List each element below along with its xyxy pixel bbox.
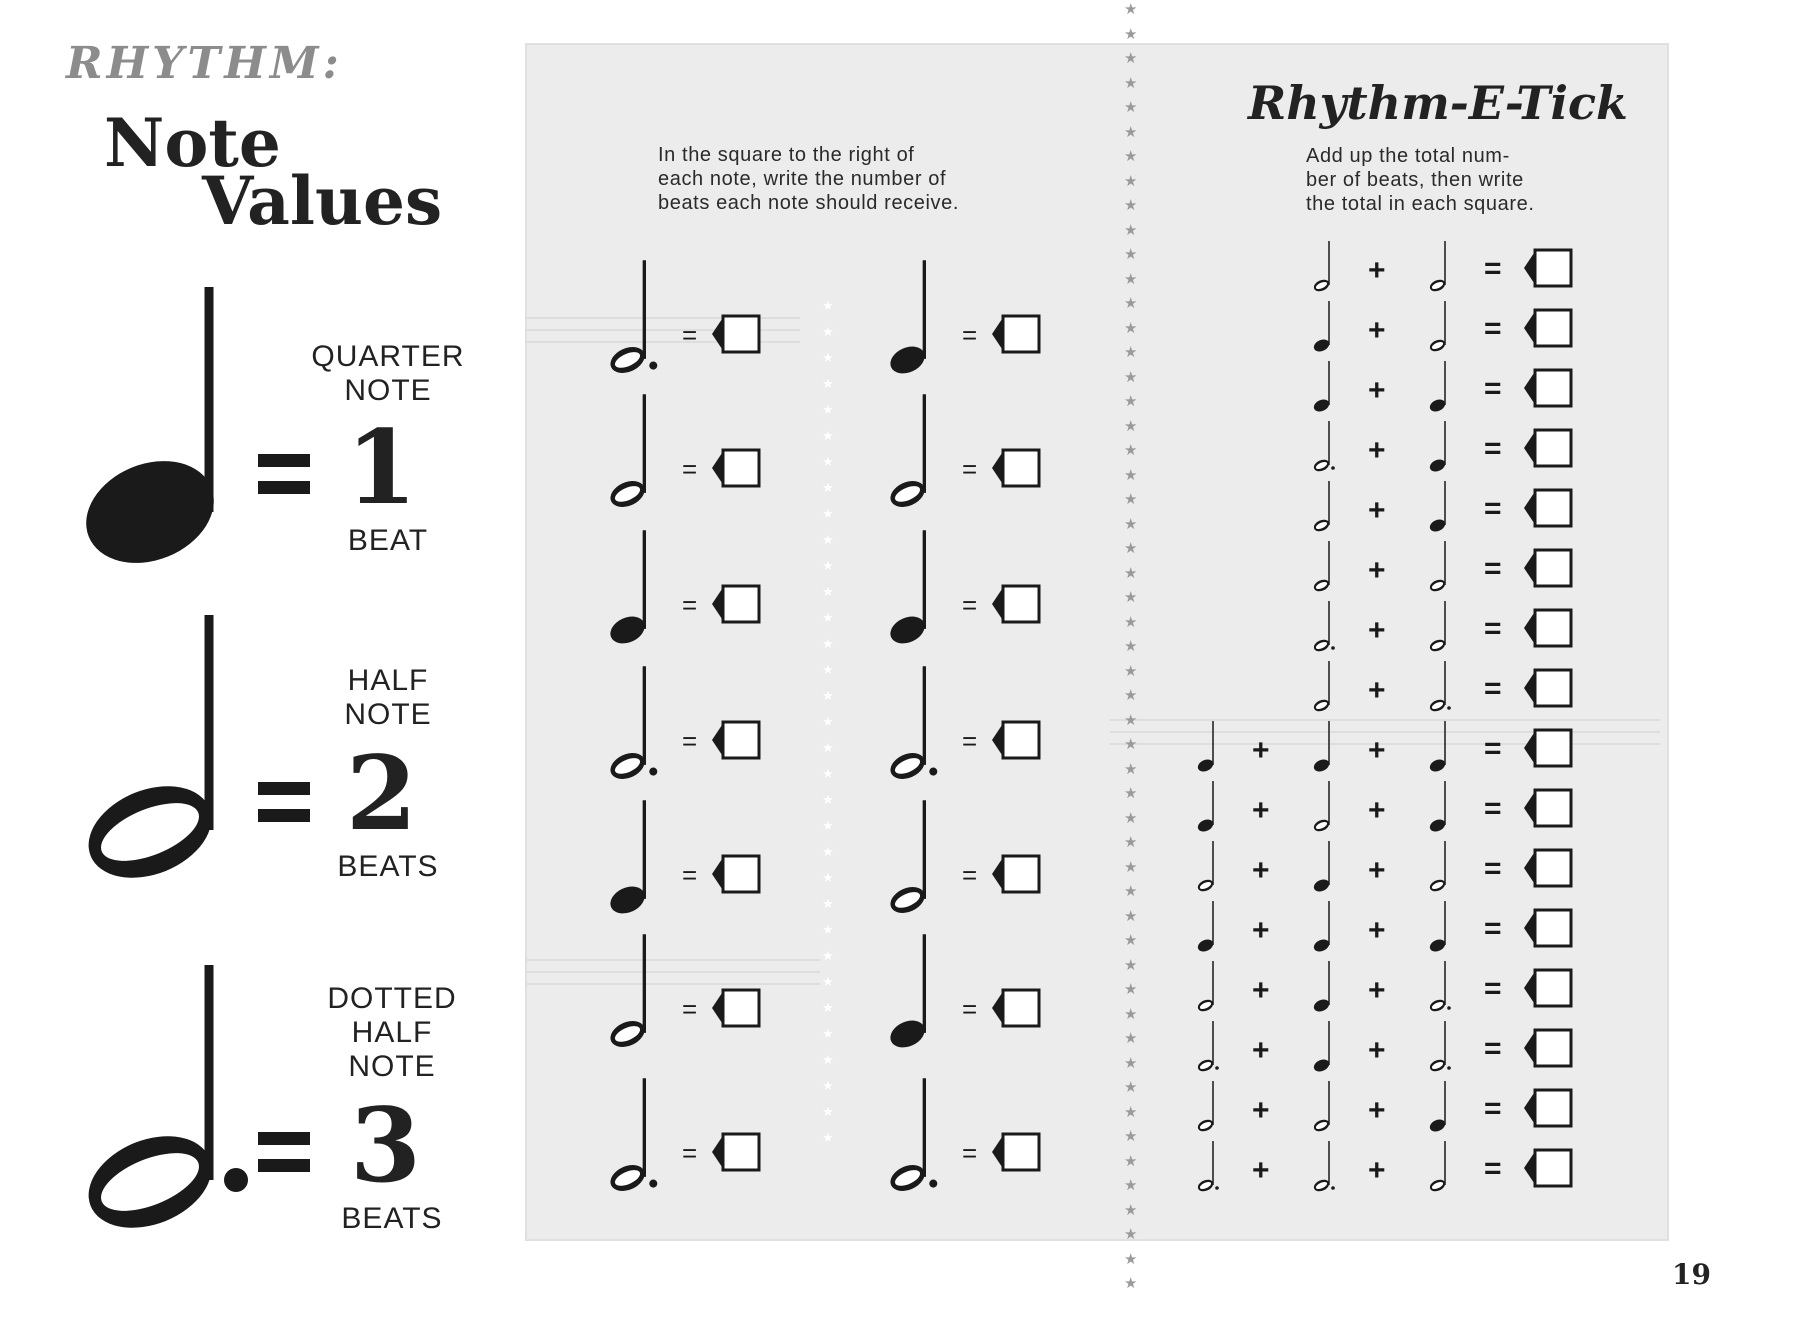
quarter-note-icon — [1428, 780, 1451, 834]
star-icon: ★ — [1124, 735, 1138, 753]
dotted-half-note-icon — [1196, 1140, 1219, 1194]
star-icon: ★ — [822, 507, 834, 522]
quarter-unit: BEAT — [347, 524, 429, 557]
equals-sign: = — [962, 860, 978, 890]
equals-sign: = — [1484, 612, 1502, 645]
exercise2-instruction-line3: the total in each square. — [1306, 193, 1535, 215]
plus-sign: + — [1368, 254, 1386, 287]
star-icon: ★ — [822, 1105, 834, 1120]
sum-answer-box[interactable] — [1522, 486, 1576, 530]
half-note-icon — [1196, 1080, 1219, 1134]
sum-answer-box[interactable] — [1522, 1026, 1576, 1070]
star-icon: ★ — [1124, 661, 1138, 680]
dotted-half-name-line1: DOTTED — [327, 982, 457, 1015]
star-icon: ★ — [1124, 392, 1138, 410]
plus-sign: + — [1252, 734, 1270, 767]
star-icon: ★ — [822, 819, 834, 834]
star-icon: ★ — [1124, 0, 1138, 18]
star-icon: ★ — [1124, 269, 1138, 288]
star-icon: ★ — [822, 949, 834, 964]
answer-box[interactable] — [710, 582, 764, 626]
plus-sign: + — [1368, 854, 1386, 887]
star-icon: ★ — [822, 559, 834, 574]
star-icon: ★ — [1124, 49, 1138, 67]
plus-sign: + — [1368, 974, 1386, 1007]
half-note-icon — [1196, 840, 1219, 894]
equals-sign: = — [682, 726, 698, 756]
legend-title-line1: Note — [104, 104, 281, 182]
quarter-note-icon — [886, 258, 938, 379]
star-icon: ★ — [822, 585, 834, 600]
answer-box[interactable] — [710, 1130, 764, 1174]
star-icon: ★ — [1124, 1225, 1138, 1243]
quarter-name-line1: QUARTER — [311, 340, 465, 373]
sum-answer-box[interactable] — [1522, 426, 1576, 470]
sum-answer-box[interactable] — [1522, 906, 1576, 950]
star-icon: ★ — [822, 845, 834, 860]
sum-answer-box[interactable] — [1522, 666, 1576, 710]
star-icon: ★ — [1124, 196, 1138, 214]
star-icon: ★ — [822, 871, 834, 886]
half-note-icon — [886, 798, 938, 919]
sum-answer-box[interactable] — [1522, 366, 1576, 410]
dotted-half-note-icon — [1312, 600, 1335, 654]
legend-title-line2: Values — [202, 162, 443, 240]
quarter-note-icon — [1312, 900, 1335, 954]
half-note-icon — [1428, 840, 1451, 894]
star-icon: ★ — [1124, 490, 1138, 508]
answer-box[interactable] — [710, 312, 764, 356]
star-icon: ★ — [822, 429, 834, 444]
dotted-half-note-icon — [606, 258, 658, 379]
equals-sign: = — [962, 1138, 978, 1168]
half-note-icon — [606, 932, 658, 1053]
plus-sign: + — [1368, 374, 1386, 407]
star-icon: ★ — [822, 1001, 834, 1016]
star-icon: ★ — [822, 975, 834, 990]
star-icon: ★ — [1124, 1249, 1138, 1268]
star-icon: ★ — [1124, 857, 1138, 876]
star-icon: ★ — [822, 1131, 834, 1146]
star-icon: ★ — [1124, 563, 1138, 582]
half-note-icon — [1312, 480, 1335, 534]
star-icon: ★ — [1124, 955, 1138, 974]
equals-sign: = — [962, 726, 978, 756]
quarter-note-icon — [1428, 480, 1451, 534]
answer-box[interactable] — [990, 852, 1044, 896]
star-icon: ★ — [1124, 1176, 1138, 1194]
sum-answer-box[interactable] — [1522, 546, 1576, 590]
equals-sign: = — [682, 1138, 698, 1168]
quarter-note-icon — [1196, 900, 1219, 954]
dotted-half-note-icon — [1428, 660, 1451, 714]
star-icon: ★ — [822, 377, 834, 392]
dotted-half-note-icon — [606, 664, 658, 785]
star-icon: ★ — [1124, 1274, 1138, 1292]
star-icon: ★ — [822, 1053, 834, 1068]
plus-sign: + — [1368, 914, 1386, 947]
quarter-note-icon — [1428, 900, 1451, 954]
star-icon: ★ — [1124, 759, 1138, 778]
dotted-half-note-icon — [886, 664, 938, 785]
star-icon: ★ — [1124, 73, 1138, 92]
equals-sign: = — [1484, 672, 1502, 705]
dotted-half-note-icon — [70, 960, 270, 1250]
star-icon: ★ — [822, 1079, 834, 1094]
half-note-icon — [1428, 600, 1451, 654]
half-note-icon — [70, 610, 230, 900]
quarter-note-icon — [1312, 720, 1335, 774]
star-icon: ★ — [1124, 1078, 1138, 1096]
star-icon: ★ — [822, 1027, 834, 1042]
quarter-note-icon — [1428, 360, 1451, 414]
dotted-half-note-icon — [1312, 1140, 1335, 1194]
star-icon: ★ — [1124, 343, 1138, 361]
sum-answer-box[interactable] — [1522, 306, 1576, 350]
plus-sign: + — [1368, 1154, 1386, 1187]
star-icon: ★ — [1124, 465, 1138, 484]
star-icon: ★ — [1124, 612, 1138, 631]
star-icon: ★ — [1124, 416, 1138, 435]
sum-answer-box[interactable] — [1522, 246, 1576, 290]
star-icon: ★ — [822, 741, 834, 756]
sum-answer-box[interactable] — [1522, 726, 1576, 770]
plus-sign: + — [1368, 794, 1386, 827]
plus-sign: + — [1252, 794, 1270, 827]
half-note-icon — [1196, 960, 1219, 1014]
star-icon: ★ — [1124, 710, 1138, 729]
equals-sign-2 — [258, 778, 312, 828]
equals-sign: = — [1484, 792, 1502, 825]
star-icon: ★ — [1124, 122, 1138, 141]
plus-sign: + — [1252, 914, 1270, 947]
equals-sign-1 — [258, 450, 312, 500]
star-icon: ★ — [822, 611, 834, 626]
exercise2-title: Rhythm-E-Tick — [1248, 76, 1628, 130]
plus-sign: + — [1252, 974, 1270, 1007]
equals-sign-3 — [258, 1128, 312, 1178]
star-icon: ★ — [1124, 1200, 1138, 1219]
quarter-note-icon — [886, 932, 938, 1053]
equals-sign: = — [962, 590, 978, 620]
half-note-icon — [1428, 1140, 1451, 1194]
plus-sign: + — [1368, 614, 1386, 647]
star-icon: ★ — [1124, 441, 1138, 459]
half-note-icon — [606, 392, 658, 513]
sum-answer-box[interactable] — [1522, 1086, 1576, 1130]
exercise1-instruction-line2: each note, write the number of — [658, 168, 947, 190]
equals-sign: = — [682, 454, 698, 484]
star-icon: ★ — [1124, 882, 1138, 900]
quarter-note-icon — [1312, 840, 1335, 894]
equals-sign: = — [1484, 972, 1502, 1005]
plus-sign: + — [1368, 1034, 1386, 1067]
star-icon: ★ — [1124, 514, 1138, 533]
star-icon: ★ — [1124, 637, 1138, 655]
star-icon: ★ — [1124, 833, 1138, 851]
equals-sign: = — [1484, 912, 1502, 945]
answer-box[interactable] — [710, 986, 764, 1030]
exercise2-instruction-line2: ber of beats, then write — [1306, 169, 1524, 191]
quarter-note-icon — [606, 798, 658, 919]
half-note-icon — [1312, 780, 1335, 834]
star-icon: ★ — [822, 403, 834, 418]
quarter-note-icon — [1428, 720, 1451, 774]
star-icon: ★ — [822, 689, 834, 704]
exercise2-instruction-line1: Add up the total num- — [1306, 145, 1510, 167]
quarter-name-line2: NOTE — [344, 374, 432, 407]
equals-sign: = — [1484, 372, 1502, 405]
sum-answer-box[interactable] — [1522, 786, 1576, 830]
quarter-note-icon — [886, 528, 938, 649]
dotted-half-name-line3: NOTE — [348, 1050, 436, 1083]
equals-sign: = — [1484, 1092, 1502, 1125]
plus-sign: + — [1368, 494, 1386, 527]
sum-answer-box[interactable] — [1522, 606, 1576, 650]
sum-answer-box[interactable] — [1522, 1146, 1576, 1190]
dotted-half-note-icon — [1312, 420, 1335, 474]
dotted-half-note-icon — [606, 1076, 658, 1197]
star-icon: ★ — [1124, 318, 1138, 337]
star-icon: ★ — [822, 767, 834, 782]
equals-sign: = — [682, 590, 698, 620]
star-icon: ★ — [1124, 931, 1138, 949]
quarter-value: 1 — [346, 408, 417, 528]
answer-box[interactable] — [710, 718, 764, 762]
half-note-icon — [1428, 540, 1451, 594]
exercise1-instruction-line3: beats each note should receive. — [658, 192, 960, 214]
star-icon: ★ — [1124, 1151, 1138, 1170]
star-icon: ★ — [1124, 1102, 1138, 1121]
quarter-note-icon — [1312, 300, 1335, 354]
answer-box[interactable] — [990, 312, 1044, 356]
star-icon: ★ — [822, 299, 834, 314]
plus-sign: + — [1252, 1094, 1270, 1127]
quarter-note-icon — [1196, 780, 1219, 834]
plus-sign: + — [1368, 674, 1386, 707]
half-note-icon — [1428, 300, 1451, 354]
star-icon: ★ — [822, 897, 834, 912]
answer-box[interactable] — [710, 446, 764, 490]
dotted-half-note-icon — [1428, 1020, 1451, 1074]
star-icon: ★ — [822, 715, 834, 730]
dotted-half-note-icon — [886, 1076, 938, 1197]
half-note-icon — [1428, 240, 1451, 294]
star-icon: ★ — [822, 533, 834, 548]
equals-sign: = — [962, 994, 978, 1024]
equals-sign: = — [962, 320, 978, 350]
half-name-line1: HALF — [347, 664, 429, 697]
star-icon: ★ — [1124, 588, 1138, 606]
star-icon: ★ — [1124, 539, 1138, 557]
star-icon: ★ — [1124, 808, 1138, 827]
half-note-icon — [1312, 1080, 1335, 1134]
star-icon: ★ — [822, 455, 834, 470]
star-icon: ★ — [1124, 1029, 1138, 1047]
half-note-icon — [1312, 660, 1335, 714]
section-header: RHYTHM: — [66, 38, 343, 89]
answer-box[interactable] — [990, 986, 1044, 1030]
dotted-half-unit: BEATS — [341, 1202, 443, 1235]
plus-sign: + — [1252, 1034, 1270, 1067]
equals-sign: = — [682, 994, 698, 1024]
exercise1-instruction-line1: In the square to the right of — [658, 144, 915, 166]
star-icon: ★ — [1124, 220, 1138, 239]
equals-sign: = — [1484, 732, 1502, 765]
star-icon: ★ — [822, 923, 834, 938]
star-icon: ★ — [822, 351, 834, 366]
star-icon: ★ — [1124, 367, 1138, 386]
star-icon: ★ — [1124, 1053, 1138, 1072]
quarter-note-icon — [1196, 720, 1219, 774]
dotted-half-note-icon — [1196, 1020, 1219, 1074]
star-icon: ★ — [1124, 24, 1138, 43]
star-icon: ★ — [1124, 147, 1138, 165]
quarter-note-icon — [1428, 420, 1451, 474]
star-icon: ★ — [1124, 906, 1138, 925]
half-note-icon — [1312, 240, 1335, 294]
star-icon: ★ — [1124, 171, 1138, 190]
dotted-half-note-icon — [1428, 960, 1451, 1014]
quarter-note-icon — [1312, 360, 1335, 414]
half-unit: BEATS — [337, 850, 439, 883]
equals-sign: = — [1484, 492, 1502, 525]
star-icon: ★ — [1124, 98, 1138, 116]
equals-sign: = — [1484, 552, 1502, 585]
plus-sign: + — [1368, 1094, 1386, 1127]
plus-sign: + — [1368, 734, 1386, 767]
star-icon: ★ — [1124, 784, 1138, 802]
answer-box[interactable] — [990, 582, 1044, 626]
star-icon: ★ — [1124, 1004, 1138, 1023]
equals-sign: = — [962, 454, 978, 484]
quarter-note-icon — [1428, 1080, 1451, 1134]
star-icon: ★ — [1124, 245, 1138, 263]
plus-sign: + — [1252, 1154, 1270, 1187]
plus-sign: + — [1252, 854, 1270, 887]
equals-sign: = — [1484, 252, 1502, 285]
plus-sign: + — [1368, 554, 1386, 587]
equals-sign: = — [1484, 852, 1502, 885]
star-icon: ★ — [822, 481, 834, 496]
star-icon: ★ — [822, 793, 834, 808]
quarter-note-icon — [70, 282, 230, 572]
dotted-half-value: 3 — [350, 1086, 421, 1206]
equals-sign: = — [1484, 1032, 1502, 1065]
quarter-note-icon — [1312, 1020, 1335, 1074]
answer-box[interactable] — [990, 718, 1044, 762]
answer-box[interactable] — [710, 852, 764, 896]
equals-sign: = — [1484, 312, 1502, 345]
star-icon: ★ — [1124, 686, 1138, 704]
equals-sign: = — [1484, 432, 1502, 465]
half-name-line2: NOTE — [344, 698, 432, 731]
dotted-half-name-line2: HALF — [351, 1016, 433, 1049]
quarter-note-icon — [1312, 960, 1335, 1014]
sum-answer-box[interactable] — [1522, 966, 1576, 1010]
star-icon: ★ — [822, 637, 834, 652]
page-number: 19 — [1672, 1258, 1711, 1291]
star-icon: ★ — [822, 325, 834, 340]
star-icon: ★ — [1124, 980, 1138, 998]
star-icon: ★ — [822, 663, 834, 678]
half-value: 2 — [346, 734, 417, 854]
equals-sign: = — [682, 320, 698, 350]
star-icon: ★ — [1124, 294, 1138, 312]
equals-sign: = — [1484, 1152, 1502, 1185]
answer-box[interactable] — [990, 446, 1044, 490]
half-note-icon — [886, 392, 938, 513]
half-note-icon — [1312, 540, 1335, 594]
sum-answer-box[interactable] — [1522, 846, 1576, 890]
plus-sign: + — [1368, 434, 1386, 467]
quarter-note-icon — [606, 528, 658, 649]
answer-box[interactable] — [990, 1130, 1044, 1174]
equals-sign: = — [682, 860, 698, 890]
star-icon: ★ — [1124, 1127, 1138, 1145]
plus-sign: + — [1368, 314, 1386, 347]
